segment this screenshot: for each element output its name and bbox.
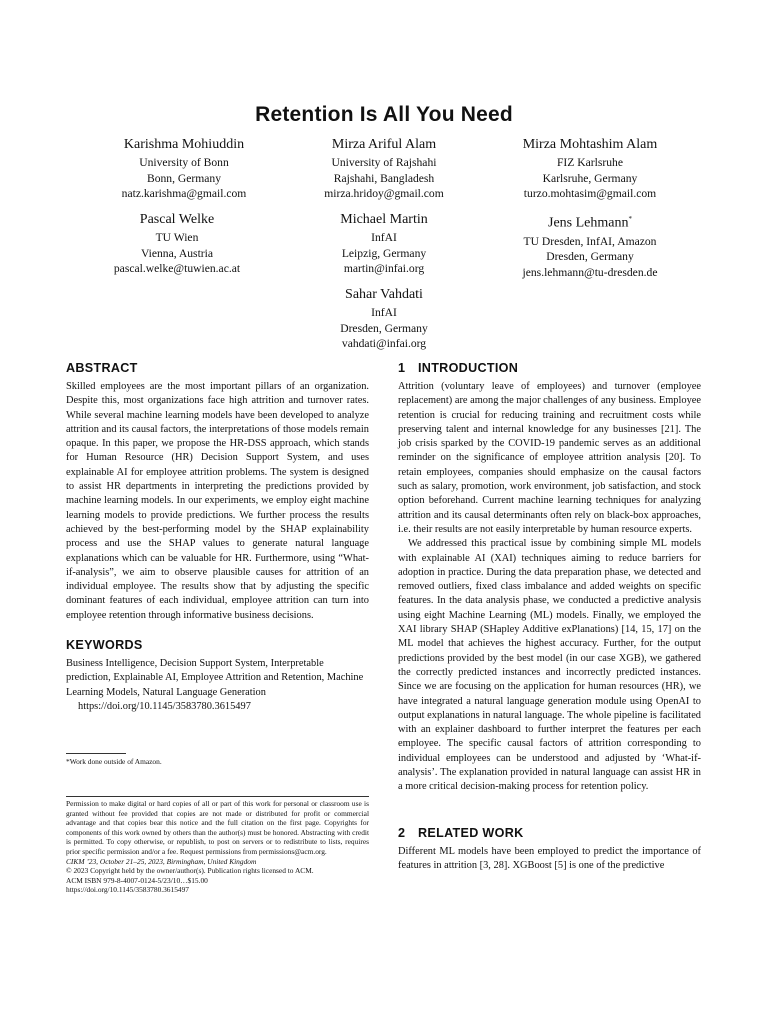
author-email: pascal.welke@tuwien.ac.at — [113, 262, 241, 275]
right-column — [398, 360, 701, 873]
section-number: 1 — [398, 361, 406, 375]
author-affiliation: TU Dresden, InfAI, Amazon — [523, 234, 657, 248]
conference-info: CIKM ’23, October 21–25, 2023, Birmingham, United Kingdom — [66, 856, 257, 866]
author-block — [470, 135, 710, 202]
section-number: 2 — [398, 825, 406, 840]
author-location: Karlsruhe, Germany — [542, 171, 638, 185]
left-column — [66, 360, 369, 714]
author-location: Dresden, Germany — [340, 321, 428, 335]
abstract-text: Skilled employees are the most important pillars of an organization. Despite this, most organizations face high attrition and turnover rates. While several machine learning models have been developed to analyze attrition and its causal factors, the interpretations of those models remain opaque. In this paper, we propose the HR-DSS approach, which stands for Human Resource (HR) Decision Support System, and uses explainable AI for employee attrition problems. The system is designed to assist HR departments in interpreting the predictions provided by machine learning models. In our experiments, we employ eight machine learning models to provide predictions. We further process the results achieved by the best-performing model by the SHAP explainability process and use the SHAP values to generate natural language explanations which can be valuable for HR. Furthermore, using “What-if-analysis”, we aim to observe plausible causes for attrition of an individual employee. The results show that by adjusting the specific dominant features of each individual, employee attrition can turn into employee retention through informative business decisions. — [66, 381, 369, 621]
related-work-paragraph-1: Different ML models have been employed to predict the importance of features in attrition [3, 28]. XGBoost [5] is one of the predictive — [398, 845, 701, 871]
author-name: Michael Martin — [340, 212, 428, 227]
paper-title: Retention Is All You Need — [255, 103, 513, 126]
permission-divider — [66, 796, 369, 797]
isbn-line: ACM ISBN 979-8-4007-0124-5/23/10…$15.00 — [66, 875, 208, 885]
author-block — [264, 210, 504, 277]
author-affiliation: InfAI — [371, 306, 397, 319]
permission-notice — [66, 799, 369, 895]
section-title: INTRODUCTION — [418, 361, 519, 375]
permission-text: Permission to make digital or hard copies of all or part of this work for personal or classroom use is granted without fee provided that copies are not made or distributed for profit or commercial advantage and that copies bear this notice and the full citation on the first page. Copyrights for components of this work owned by others than the author(s) must be honored. Abstracting with credit is permitted. To copy otherwise, or republish, to post on servers or to redistribute to lists, requires prior specific permission and/or a fee. Request permissions from permissions@acm.org. — [66, 799, 369, 856]
author-name-text: Jens Lehmann — [548, 215, 629, 231]
author-email: vahdati@infai.org — [341, 337, 427, 350]
author-name: Pascal Welke — [139, 212, 215, 227]
author-name: Sahar Vahdati — [345, 287, 423, 302]
author-location: Dresden, Germany — [546, 250, 634, 264]
doi-link[interactable]: https://doi.org/10.1145/3583780.3615497 — [78, 700, 251, 712]
author-affiliation: University of Rajshahi — [331, 156, 437, 169]
author-location: Vienna, Austria — [140, 246, 214, 260]
related-work-heading — [398, 825, 701, 842]
author-location: Leipzig, Germany — [341, 246, 427, 260]
author-affiliation: TU Wien — [155, 231, 199, 244]
author-email: natz.karishma@gmail.com — [121, 187, 247, 200]
keywords-heading: KEYWORDS — [66, 638, 143, 653]
author-location: Rajshahi, Bangladesh — [333, 171, 435, 185]
section-title: RELATED WORK — [418, 825, 524, 840]
permission-doi[interactable]: https://doi.org/10.1145/3583780.3615497 — [66, 885, 189, 895]
intro-paragraph-2: We addressed this practical issue by combining simple ML models with explainable AI (XAI) techniques aiming to reduce barriers for adoption in practice. During the data preparation phase, we detected and removed outliers, fixed class imbalance and added weights on specific features. In the data analysis phase, we conducted a predictive analysis using eight Machine Learning (ML) models. Finally, we employed the XAI library SHAP (SHapley Additive exPlanations) [14, 15, 17] on the ML model that achieves the highest accuracy. Further, for the output predictions provided by the best model (in our case XGB), we gathered the correctly predicted instances and incorrectly predicted instances. Since we are focusing on the application for human resources (HR), we have integrated a natural language generation module using OpenAI to output explanations in natural language. The whole pipeline is facilitated with an explainer dashboard to further interpret the features per each employee. The specific causal factors of attrition corresponding to individual employees can be understood and adjusted by ‘What-if-analysis’. The explanation provided in natural language can assist HR in a more critical decision-making process for retention policy. — [398, 538, 701, 793]
author-affiliation: FIZ Karlsruhe — [556, 156, 623, 169]
author-name: Mirza Ariful Alam — [331, 137, 437, 152]
intro-paragraph-1: Attrition (voluntary leave of employees) and turnover (employee replacement) are among the major challenges of any business. Employee retention is crucial for reducing training and recruitment costs while preserving talent and internal knowledge for any businesses [21]. The job crisis sparked by the COVID-19 pandemic serves as an additional reminder on the significance of employee attrition analysis [20]. To retain employees, companies should emphasize on the causal factors such as salary, promotion, work environment, job satisfaction, and stock option beforehand. Current machine learning techniques for analyzing attrition and its causal determinants often rely on black-box approaches, i.e. their results are not easily interpretable by human resource experts. — [398, 381, 701, 535]
footnote: *Work done outside of Amazon. — [66, 757, 162, 766]
author-affiliation: InfAI — [371, 231, 397, 244]
introduction-heading — [398, 360, 701, 377]
author-block — [57, 210, 297, 277]
author-email: martin@infai.org — [343, 262, 425, 275]
author-location: Bonn, Germany — [146, 171, 222, 185]
author-footnote-mark: * — [628, 215, 632, 223]
author-block — [470, 210, 710, 280]
author-block — [264, 285, 504, 352]
abstract-heading: ABSTRACT — [66, 361, 138, 375]
footnote-divider — [66, 753, 126, 754]
author-email: mirza.hridoy@gmail.com — [324, 187, 444, 200]
author-email: jens.lehmann@tu-dresden.de — [522, 265, 658, 279]
copyright-line: © 2023 Copyright held by the owner/author(s). Publication rights licensed to ACM. — [66, 866, 314, 876]
author-name — [470, 210, 710, 233]
author-name: Karishma Mohiuddin — [123, 137, 245, 152]
author-name: Mirza Mohtashim Alam — [522, 137, 658, 152]
author-block — [264, 135, 504, 202]
author-email: turzo.mohtasim@gmail.com — [523, 187, 657, 200]
keywords-text: Business Intelligence, Decision Support System, Interpretable prediction, Explainable AI, Employee Attrition and Retention, Machine Learning Models, Natural Language Generation — [66, 658, 364, 698]
author-affiliation: University of Bonn — [139, 156, 229, 169]
